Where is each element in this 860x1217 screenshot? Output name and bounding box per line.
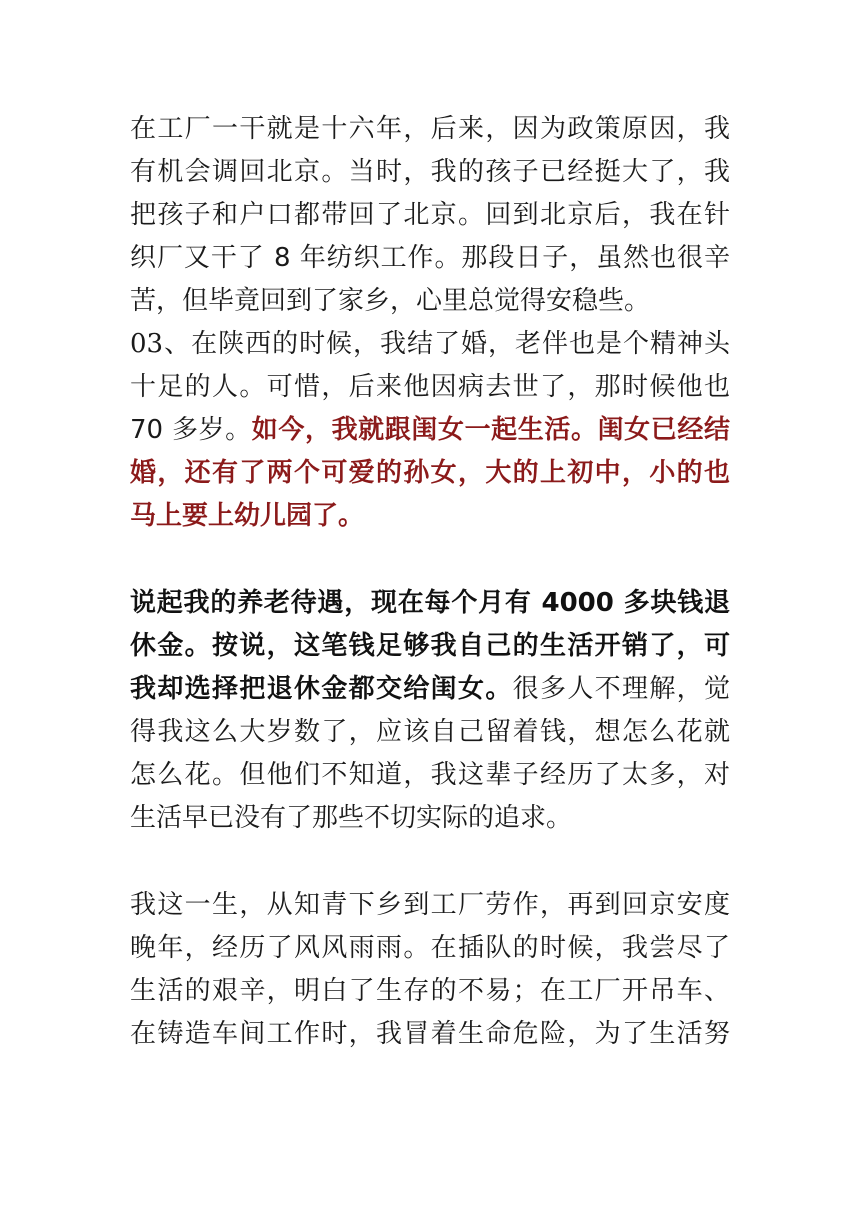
text-line: 我这一生，从知青下乡到工厂劳作，再到回京安度 <box>130 890 730 920</box>
paragraph-factory-years <box>130 108 730 323</box>
text-segment: 70 多岁。 <box>130 415 252 445</box>
bold-text: 说起我的养老待遇，现在每个月有 4000 多块钱退 <box>130 588 730 618</box>
text-line <box>130 323 730 366</box>
article-body <box>130 108 730 1056</box>
highlighted-text: 婚，还有了两个可爱的孙女，大的上初中，小的也 <box>130 458 730 488</box>
highlighted-text: 马上要上幼儿园了。 <box>130 501 365 531</box>
text-line: 生活早已没有了那些不切实际的追求。 <box>130 803 573 833</box>
text-line: 把孩子和户口都带回了北京。回到北京后，我在针 <box>130 200 730 230</box>
text-line: 有机会调回北京。当时，我的孩子已经挺大了，我 <box>130 157 730 187</box>
text-segment: 很多人不理解，觉 <box>512 674 730 704</box>
paragraph-spacer <box>130 538 730 582</box>
text-line: 得我这么大岁数了，应该自己留着钱，想怎么花就 <box>130 717 730 747</box>
text-line: 生活的艰辛，明白了生存的不易；在工厂开吊车、 <box>130 976 730 1006</box>
text-line: 苦，但毕竟回到了家乡，心里总觉得安稳些。 <box>130 286 651 316</box>
text-segment: 、在陕西的时候，我结了婚，老伴也是个精神头 <box>163 329 730 359</box>
bold-text: 休金。按说，这笔钱足够我自己的生活开销了，可 <box>130 631 730 661</box>
text-line <box>130 409 730 452</box>
text-line: 在工厂一干就是十六年，后来，因为政策原因，我 <box>130 114 730 144</box>
paragraph-life-review <box>130 884 730 1056</box>
highlighted-text: 如今，我就跟闺女一起生活。闺女已经结 <box>251 415 730 445</box>
text-line: 在铸造车间工作时，我冒着生命危险，为了生活努 <box>130 1019 730 1049</box>
section-number: 03 <box>130 329 164 359</box>
text-line: 怎么花。但他们不知道，我这辈子经历了太多，对 <box>130 760 730 790</box>
paragraph-pension <box>130 582 730 840</box>
paragraph-spacer <box>130 840 730 884</box>
text-line: 十足的人。可惜，后来他因病去世了，那时候他也 <box>130 372 730 402</box>
text-line: 织厂又干了 8 年纺织工作。那段日子，虽然也很辛 <box>130 243 730 273</box>
text-line: 晚年，经历了风风雨雨。在插队的时候，我尝尽了 <box>130 933 730 963</box>
bold-text: 我却选择把退休金都交给闺女。 <box>130 674 513 704</box>
text-line <box>130 668 730 711</box>
paragraph-marriage <box>130 323 730 538</box>
